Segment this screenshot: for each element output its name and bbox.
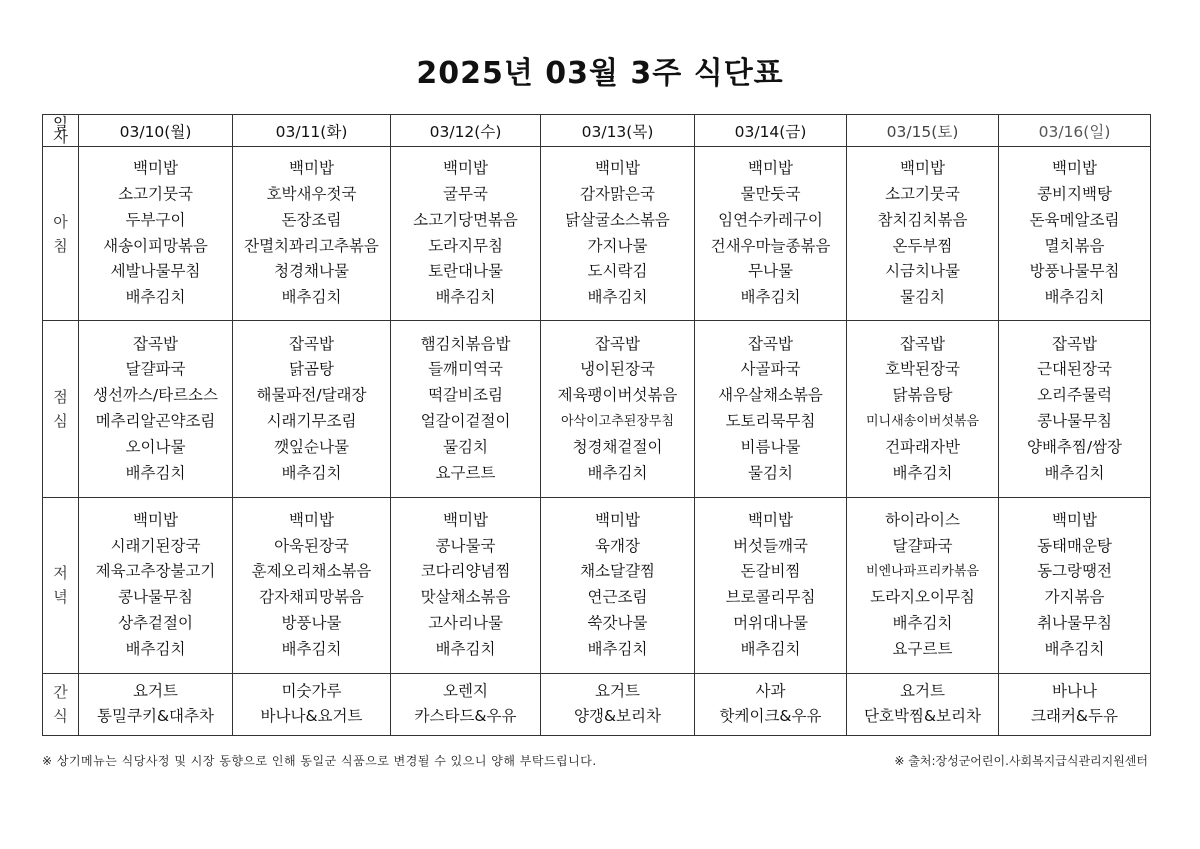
menu-item: 비름나물 (740, 437, 801, 456)
menu-item: 비엔나파프리카볶음 (865, 564, 980, 580)
menu-item: 새송이피망볶음 (103, 236, 208, 255)
menu-cell (999, 147, 1151, 321)
menu-cell (79, 497, 233, 673)
menu-item: 도토리묵무침 (725, 411, 816, 430)
page-title: 2025년 03월 3주 식단표 (416, 56, 784, 91)
menu-item: 도시락김 (587, 262, 648, 281)
menu-item: 물김치 (443, 437, 488, 456)
menu-item: 근대된장국 (1037, 360, 1112, 379)
menu-item: 물김치 (900, 288, 945, 307)
meal-label-char: 아 (53, 212, 68, 231)
menu-item: 채소달걀찜 (580, 562, 655, 581)
menu-item: 콩나물무침 (1037, 411, 1112, 430)
menu-item: 백미밥 (1052, 159, 1097, 178)
menu-item: 시래기무조림 (266, 411, 357, 430)
menu-item: 양배추찜/쌈장 (1026, 437, 1123, 456)
menu-item: 잡곡밥 (595, 334, 640, 353)
menu-cell (79, 673, 233, 735)
menu-item: 콩나물무침 (118, 588, 193, 607)
menu-item: 감자맑은국 (580, 185, 655, 204)
menu-item: 바나나 (1052, 682, 1097, 701)
menu-item: 백미밥 (595, 510, 640, 529)
menu-cell (391, 497, 541, 673)
meal-label (43, 321, 79, 497)
menu-item: 생선까스/타르소스 (92, 386, 218, 405)
menu-item: 감자채피망볶음 (259, 588, 364, 607)
menu-item: 토란대나물 (428, 262, 503, 281)
menu-item: 떡갈비조림 (428, 386, 503, 405)
menu-item: 도라지무침 (428, 236, 503, 255)
menu-item: 배추김치 (740, 288, 801, 307)
menu-cell (695, 147, 847, 321)
menu-item: 배추김치 (892, 614, 953, 633)
menu-item: 육개장 (595, 536, 640, 555)
menu-item: 배추김치 (892, 463, 953, 482)
menu-item: 잡곡밥 (1052, 334, 1097, 353)
menu-item: 햄김치볶음밥 (420, 334, 511, 353)
menu-item: 단호박찜&보리차 (864, 707, 981, 726)
menu-item: 멸치볶음 (1044, 236, 1105, 255)
meal-label-char: 점 (53, 387, 68, 406)
menu-item: 훈제오리채소볶음 (251, 562, 372, 581)
menu-item: 가지볶음 (1044, 588, 1105, 607)
menu-item: 코다리양념찜 (420, 562, 511, 581)
menu-item: 새우살채소볶음 (718, 386, 823, 405)
menu-item: 백미밥 (748, 159, 793, 178)
menu-item: 요구르트 (435, 463, 496, 482)
menu-item: 백미밥 (595, 159, 640, 178)
menu-item: 호박된장국 (885, 360, 960, 379)
menu-item: 달걀파국 (892, 536, 953, 555)
menu-item: 오리주물럭 (1037, 386, 1112, 405)
menu-cell (391, 321, 541, 497)
menu-item: 제육팽이버섯볶음 (557, 386, 678, 405)
menu-item: 콩나물국 (435, 536, 496, 555)
menu-cell (541, 497, 695, 673)
menu-item: 무나물 (748, 262, 793, 281)
menu-item: 브로콜리무침 (725, 588, 816, 607)
menu-item: 물만둣국 (740, 185, 801, 204)
menu-cell (233, 321, 391, 497)
menu-item: 소고기당면볶음 (413, 210, 518, 229)
menu-item: 사골파국 (740, 360, 801, 379)
corner-label-line1: 일 (53, 114, 68, 133)
menu-cell (847, 497, 999, 673)
menu-item: 잡곡밥 (289, 334, 334, 353)
menu-item: 온두부찜 (892, 236, 953, 255)
menu-item: 잡곡밥 (748, 334, 793, 353)
menu-item: 백미밥 (133, 159, 178, 178)
menu-item: 두부구이 (125, 210, 186, 229)
menu-item: 아욱된장국 (274, 536, 349, 555)
menu-item: 취나물무침 (1037, 614, 1112, 633)
menu-item: 바나나&요거트 (260, 707, 363, 726)
menu-item: 돈장조림 (281, 210, 342, 229)
breakfast-row (43, 147, 1151, 321)
menu-item: 가지나물 (587, 236, 648, 255)
meal-label (43, 673, 79, 735)
menu-item: 백미밥 (289, 510, 334, 529)
menu-item: 물김치 (748, 463, 793, 482)
menu-item: 배추김치 (125, 463, 186, 482)
menu-cell (79, 321, 233, 497)
menu-item: 돈갈비찜 (740, 562, 801, 581)
meal-label (43, 497, 79, 673)
lunch-row (43, 321, 1151, 497)
menu-cell (541, 147, 695, 321)
menu-item: 고사리나물 (428, 614, 503, 633)
snack-row (43, 673, 1151, 735)
menu-item: 배추김치 (125, 639, 186, 658)
menu-item: 백미밥 (133, 510, 178, 529)
menu-item: 배추김치 (281, 288, 342, 307)
date-header-row (43, 115, 1151, 147)
menu-item: 닭살굴소스볶음 (565, 210, 670, 229)
menu-item: 백미밥 (289, 159, 334, 178)
menu-cell (233, 147, 391, 321)
menu-cell (391, 147, 541, 321)
menu-cell (999, 497, 1151, 673)
menu-cell (695, 321, 847, 497)
menu-item: 배추김치 (1044, 288, 1105, 307)
corner-label-line2: 자 (53, 127, 68, 146)
menu-item: 하이라이스 (885, 510, 960, 529)
menu-item: 백미밥 (443, 510, 488, 529)
menu-item: 잔멸치꽈리고추볶음 (244, 236, 379, 255)
meal-label (43, 147, 79, 321)
menu-item: 호박새우젓국 (266, 185, 357, 204)
menu-item: 건파래자반 (885, 437, 960, 456)
menu-cell (695, 673, 847, 735)
menu-cell (999, 673, 1151, 735)
menu-item: 미니새송이버섯볶음 (865, 413, 980, 429)
menu-item: 굴무국 (443, 185, 488, 204)
menu-item: 쑥갓나물 (587, 614, 648, 633)
footer-notice: ※ 상기메뉴는 식당사정 및 시장 동향으로 인해 동일군 식품으로 변경될 수 있으니 양해 부탁드립니다. (42, 754, 597, 768)
menu-item: 깻잎순나물 (274, 437, 349, 456)
day-header: 03/14(금) (695, 115, 847, 147)
menu-item: 오이나물 (125, 437, 186, 456)
menu-item: 요거트 (133, 682, 178, 701)
meal-label-char: 저 (53, 564, 68, 583)
menu-item: 통밀쿠키&대추차 (97, 707, 214, 726)
menu-item: 배추김치 (587, 639, 648, 658)
menu-cell (541, 673, 695, 735)
meal-label-char: 식 (53, 707, 68, 726)
menu-item: 건새우마늘종볶음 (710, 236, 831, 255)
menu-item: 백미밥 (748, 510, 793, 529)
menu-item: 백미밥 (1052, 510, 1097, 529)
menu-item: 오렌지 (443, 682, 488, 701)
menu-item: 메추리알곤약조림 (95, 411, 216, 430)
menu-cell (391, 673, 541, 735)
dinner-row (43, 497, 1151, 673)
menu-item: 버섯들깨국 (733, 536, 808, 555)
menu-item: 닭곰탕 (289, 360, 334, 379)
menu-cell (999, 321, 1151, 497)
menu-item: 세발나물무침 (110, 262, 201, 281)
menu-item: 냉이된장국 (580, 360, 655, 379)
menu-cell (847, 321, 999, 497)
menu-item: 머위대나물 (733, 614, 808, 633)
menu-item: 닭볶음탕 (892, 386, 953, 405)
day-header: 03/10(월) (79, 115, 233, 147)
day-header: 03/16(일) (999, 115, 1151, 147)
menu-cell (233, 673, 391, 735)
day-header: 03/15(토) (847, 115, 999, 147)
menu-item: 양갱&보리차 (574, 707, 661, 726)
menu-item: 잡곡밥 (133, 334, 178, 353)
menu-cell (541, 321, 695, 497)
menu-item: 배추김치 (281, 463, 342, 482)
menu-item: 참치김치볶음 (877, 210, 968, 229)
menu-item: 얼갈이겉절이 (420, 411, 511, 430)
menu-item: 요거트 (595, 682, 640, 701)
menu-item: 시래기된장국 (110, 536, 201, 555)
menu-item: 배추김치 (587, 288, 648, 307)
menu-item: 카스타드&우유 (414, 707, 517, 726)
menu-item: 아삭이고추된장무침 (560, 413, 675, 429)
menu-item: 배추김치 (435, 639, 496, 658)
menu-item: 청경채나물 (274, 262, 349, 281)
menu-item: 도라지오이무침 (870, 588, 975, 607)
menu-item: 동태매운탕 (1037, 536, 1112, 555)
menu-item: 상추겉절이 (118, 614, 193, 633)
menu-item: 배추김치 (740, 639, 801, 658)
menu-item: 동그랑땡전 (1037, 562, 1112, 581)
meal-label-char: 간 (53, 683, 68, 702)
day-header: 03/13(목) (541, 115, 695, 147)
meal-plan-table (42, 114, 1151, 736)
menu-item: 배추김치 (587, 463, 648, 482)
menu-item: 미숫가루 (281, 682, 342, 701)
menu-item: 배추김치 (1044, 463, 1105, 482)
menu-item: 시금치나물 (885, 262, 960, 281)
menu-item: 해물파전/달래장 (256, 386, 367, 405)
menu-item: 배추김치 (435, 288, 496, 307)
menu-item: 달걀파국 (125, 360, 186, 379)
menu-cell (233, 497, 391, 673)
menu-item: 소고기뭇국 (118, 185, 193, 204)
meal-label-char: 녁 (53, 588, 68, 607)
menu-cell (847, 673, 999, 735)
menu-item: 배추김치 (1044, 639, 1105, 658)
menu-item: 맛살채소볶음 (420, 588, 511, 607)
menu-item: 백미밥 (900, 159, 945, 178)
meal-label-char: 심 (53, 411, 68, 430)
menu-item: 방풍나물 (281, 614, 342, 633)
menu-item: 잡곡밥 (900, 334, 945, 353)
menu-item: 임연수카레구이 (718, 210, 823, 229)
day-header: 03/12(수) (391, 115, 541, 147)
day-header: 03/11(화) (233, 115, 391, 147)
menu-cell (79, 147, 233, 321)
menu-item: 연근조림 (587, 588, 648, 607)
menu-item: 돈육메알조림 (1029, 210, 1120, 229)
menu-item: 요구르트 (892, 639, 953, 658)
menu-item: 들깨미역국 (428, 360, 503, 379)
menu-item: 요거트 (900, 682, 945, 701)
footer-source: ※ 출처:장성군어린이.사회복지급식관리지원센터 (894, 754, 1148, 768)
menu-item: 크래커&두유 (1031, 707, 1118, 726)
date-corner-label (43, 115, 79, 147)
menu-cell (695, 497, 847, 673)
menu-item: 사과 (755, 682, 786, 701)
menu-cell (847, 147, 999, 321)
menu-item: 방풍나물무침 (1029, 262, 1120, 281)
menu-item: 핫케이크&우유 (719, 707, 822, 726)
menu-item: 청경채겉절이 (572, 437, 663, 456)
menu-item: 소고기뭇국 (885, 185, 960, 204)
menu-item: 배추김치 (125, 288, 186, 307)
menu-item: 제육고추장불고기 (95, 562, 216, 581)
menu-item: 콩비지백탕 (1037, 185, 1112, 204)
menu-item: 배추김치 (281, 639, 342, 658)
menu-item: 백미밥 (443, 159, 488, 178)
meal-label-char: 침 (53, 236, 68, 255)
